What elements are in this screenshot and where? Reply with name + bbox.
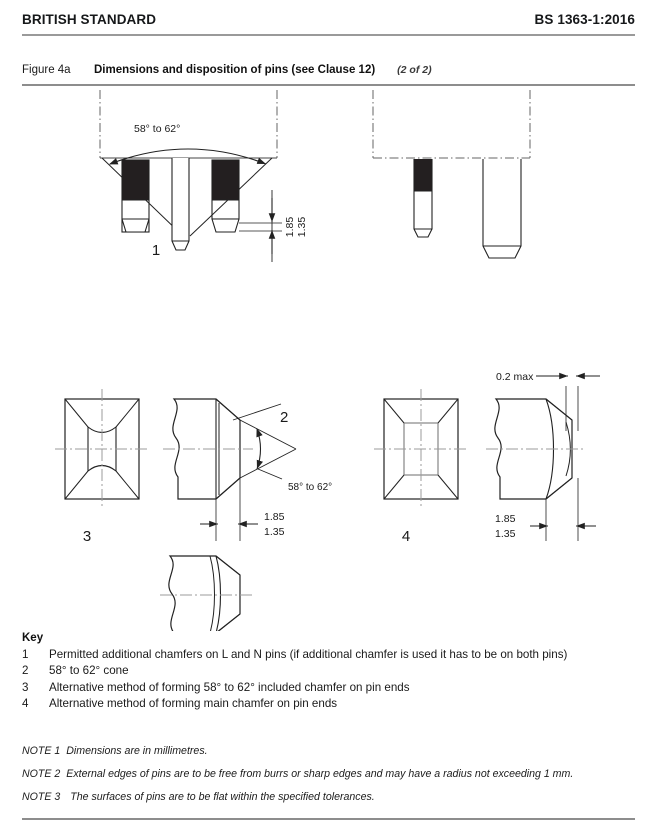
item3-lower-view — [169, 556, 240, 631]
key-item-2 — [22, 663, 637, 678]
note-text: Dimensions are in millimetres. — [66, 745, 208, 757]
dim-02max-label: 0.2 max — [496, 371, 534, 383]
note-1 — [22, 745, 637, 759]
dim-135-top-label: 1.35 — [296, 216, 308, 238]
footer-rule — [22, 818, 635, 820]
note-label: NOTE 1 — [22, 745, 61, 757]
figure-number: Figure 4a — [22, 64, 71, 76]
note-text: External edges of pins are to be free from burrs or sharp edges and may have a radius not exceeding 1 mm. — [66, 767, 574, 780]
note-label: NOTE 2 — [22, 767, 61, 780]
note-label: NOTE 3 — [22, 790, 61, 803]
figure-sheet-count: (2 of 2) — [397, 64, 432, 76]
technical-drawing — [0, 86, 657, 631]
key-item-1 — [22, 647, 637, 662]
key-index: 3 — [22, 680, 29, 694]
dim-135-item4-label: 1.35 — [495, 528, 516, 540]
dim-185-item4-label: 1.85 — [495, 513, 516, 525]
standard-name: BRITISH STANDARD — [22, 12, 157, 27]
pin-earth-left — [122, 160, 149, 232]
top-right-plug-body — [373, 90, 530, 158]
key-text: Alternative method of forming 58° to 62° included chamfer on pin ends — [49, 680, 410, 694]
pin-right-wide — [483, 159, 521, 258]
key-index: 1 — [22, 648, 29, 661]
angle-cone-label: 58° to 62° — [288, 482, 333, 493]
note-2 — [22, 768, 637, 782]
figure-title: Dimensions and disposition of pins (see Clause 12) — [94, 64, 376, 76]
key-item-3 — [22, 680, 637, 695]
dim-135-item3-label: 1.35 — [264, 526, 285, 538]
top-left-plug-body — [100, 90, 277, 158]
key-item-4 — [22, 696, 637, 711]
note-3 — [22, 791, 637, 805]
key-heading: Key — [22, 632, 44, 644]
pin-earth-right — [212, 160, 239, 232]
callout-4-label: 4 — [401, 528, 411, 545]
angle-top-label: 58° to 62° — [134, 123, 181, 135]
page-header — [22, 12, 635, 27]
dim-185-top-label: 1.85 — [284, 216, 296, 238]
pin-narrow-middle — [172, 158, 189, 250]
callout-1-label: 1 — [151, 242, 161, 259]
callout-2-label: 2 — [280, 409, 289, 426]
standard-number: BS 1363-1:2016 — [534, 12, 635, 27]
key-text: Permitted additional chamfers on L and N pins (if additional chamfer is used it has to be on both pins) — [49, 648, 568, 661]
dim-185-item3-label: 1.85 — [264, 511, 285, 523]
callout-3-label: 3 — [82, 528, 92, 545]
figure-caption — [22, 64, 635, 76]
key-text: Alternative method of forming main chamfer on pin ends — [49, 696, 338, 710]
key-index: 2 — [22, 664, 29, 678]
header-rule — [22, 34, 635, 36]
notes-block — [22, 745, 637, 814]
key-index: 4 — [22, 696, 29, 710]
pin-right-narrow — [414, 159, 432, 237]
key-text: 58° to 62° cone — [49, 664, 129, 678]
note-text: The surfaces of pins are to be flat within the specified tolerances. — [70, 790, 375, 803]
cone-angle-arc — [257, 429, 261, 469]
key-block — [22, 632, 637, 712]
drawing-svg — [0, 86, 657, 631]
